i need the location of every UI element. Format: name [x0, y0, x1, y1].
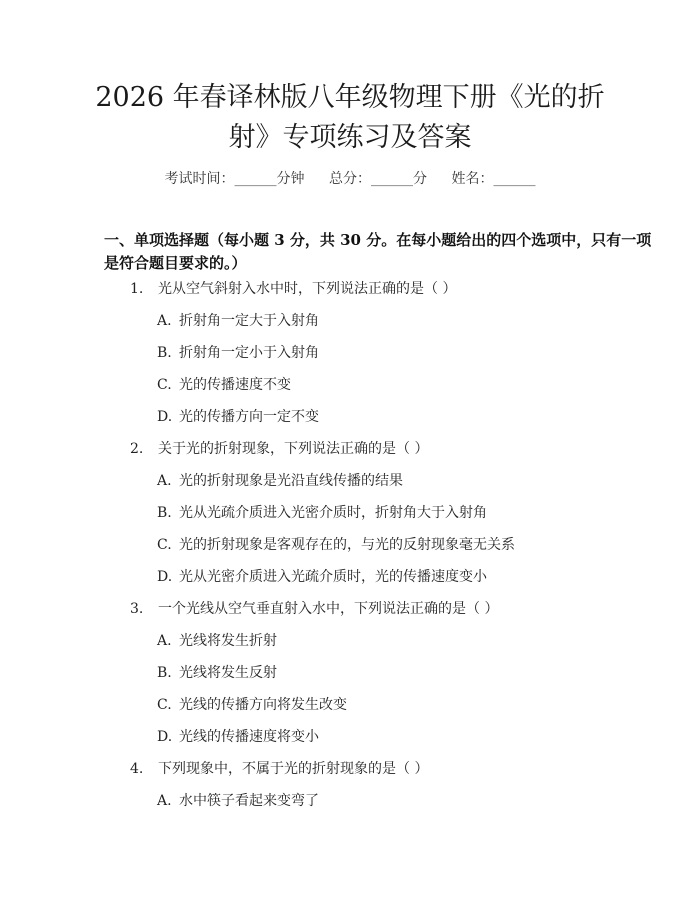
question-3-option-c[interactable]	[157, 695, 347, 715]
question-number: 4.	[130, 761, 144, 777]
option-letter: A.	[157, 793, 172, 809]
question-2-option-a[interactable]	[157, 471, 403, 491]
question-2	[130, 439, 428, 459]
option-text: 折射角一定小于入射角	[179, 345, 319, 361]
option-letter: B.	[157, 345, 172, 361]
option-text: 光的折射现象是光沿直线传播的结果	[179, 473, 403, 489]
question-3-option-d[interactable]	[157, 727, 319, 747]
option-text: 光从光密介质进入光疏介质时，光的传播速度变小	[179, 569, 487, 585]
question-text: 下列现象中，不属于光的折射现象的是（ ）	[158, 761, 429, 777]
option-text: 水中筷子看起来变弯了	[179, 793, 319, 809]
question-1-option-d[interactable]	[157, 407, 319, 427]
question-1-option-b[interactable]	[157, 343, 319, 363]
option-letter: C.	[157, 377, 172, 393]
question-text: 一个光线从空气垂直射入水中，下列说法正确的是（ ）	[158, 601, 499, 617]
section-heading-line-1: 一、单项选择题（每小题 3 分，共 30 分。在每小题给出的四个选项中，只有一项	[104, 231, 652, 249]
option-text: 光线的传播方向将发生改变	[179, 697, 347, 713]
question-text: 光从空气斜射入水中时，下列说法正确的是（ ）	[158, 281, 457, 297]
question-number: 3.	[130, 601, 144, 617]
question-3	[130, 599, 498, 619]
option-letter: A.	[157, 313, 172, 329]
option-text: 光线将发生折射	[179, 633, 277, 649]
total-score-field: 总分：______分	[329, 171, 427, 187]
option-text: 光的折射现象是客观存在的，与光的反射现象毫无关系	[179, 537, 515, 553]
option-letter: A.	[157, 633, 172, 649]
option-letter: D.	[157, 729, 173, 745]
option-text: 光线的传播速度将变小	[179, 729, 319, 745]
option-letter: D.	[157, 409, 173, 425]
question-2-option-d[interactable]	[157, 567, 487, 587]
exam-time-field: 考试时间：______分钟	[164, 171, 305, 187]
exam-info-row	[0, 169, 700, 189]
section-heading-line-2: 是符合题目要求的。）	[104, 254, 247, 272]
question-number: 2.	[130, 441, 144, 457]
question-1	[130, 279, 456, 299]
page-title-line-2: 射》专项练习及答案	[228, 122, 472, 153]
question-3-option-b[interactable]	[157, 663, 277, 683]
page-title-line-1: 2026 年春译林版八年级物理下册《光的折	[95, 82, 605, 113]
question-number: 1.	[130, 281, 144, 297]
option-text: 光的传播方向一定不变	[179, 409, 319, 425]
option-letter: D.	[157, 569, 173, 585]
option-letter: A.	[157, 473, 172, 489]
option-text: 光线将发生反射	[179, 665, 277, 681]
option-text: 光的传播速度不变	[179, 377, 291, 393]
option-letter: B.	[157, 505, 172, 521]
option-letter: B.	[157, 665, 172, 681]
option-letter: C.	[157, 697, 172, 713]
question-text: 关于光的折射现象，下列说法正确的是（ ）	[158, 441, 429, 457]
question-3-option-a[interactable]	[157, 631, 277, 651]
question-4	[130, 759, 428, 779]
question-2-option-c[interactable]	[157, 535, 515, 555]
question-1-option-c[interactable]	[157, 375, 291, 395]
option-letter: C.	[157, 537, 172, 553]
question-2-option-b[interactable]	[157, 503, 487, 523]
question-1-option-a[interactable]	[157, 311, 319, 331]
option-text: 折射角一定大于入射角	[179, 313, 319, 329]
student-name-field: 姓名：______	[451, 171, 536, 187]
question-4-option-a[interactable]	[157, 791, 319, 811]
option-text: 光从光疏介质进入光密介质时，折射角大于入射角	[179, 505, 487, 521]
